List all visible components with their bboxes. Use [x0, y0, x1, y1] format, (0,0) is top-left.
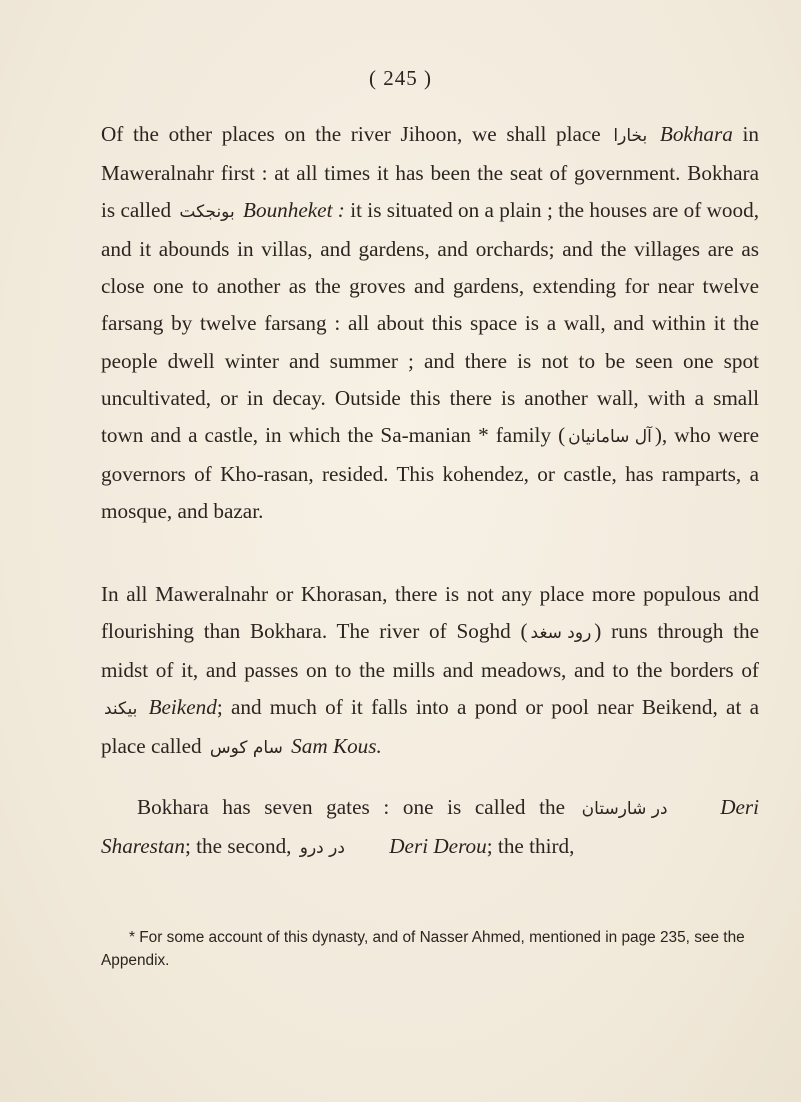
paragraph-bokhara-gates — [101, 789, 759, 867]
place-name-deri-sharestan: Deri Sharestan — [101, 795, 760, 859]
text-run: ) runs through the midst of it, and passes on to the mills and meadows, and to the borders of — [101, 619, 760, 683]
place-name-beikend: Beikend — [148, 695, 217, 720]
persian-script-beikend: بیکند — [104, 699, 138, 720]
text-run: ; the third, — [486, 834, 575, 859]
persian-script-samanian: آل سامانیان — [568, 426, 652, 447]
persian-script-bokhara: بخارا — [613, 126, 648, 146]
paragraph-bokhara-description — [101, 116, 759, 530]
text-run: ; and much of it falls into a pond or pool near Beikend, at a place called — [101, 695, 759, 759]
text-run: it is situated on a plain ; the houses are of wood, and it abounds in villas, and gardens, and orchards; and the villages are as close one to another as the groves and gardens, extending for near twelve farsang by twelve farsang : all about this space is a wall, and within it the people dwell winter and summer ; and there is not to be seen one spot uncultivated, or in decay. Outside this there is another wall, with a small town and a castle, in which the Sa-manian * family ( — [101, 198, 759, 447]
persian-script-bounheket: بونجکت — [179, 202, 235, 223]
place-name-sam-kous: Sam Kous. — [291, 734, 382, 759]
text-run: Of the other places on the river Jihoon, we shall place — [101, 122, 601, 146]
paragraph-bokhara-population — [101, 576, 759, 767]
text-run: ; the second, — [184, 834, 292, 859]
persian-script-sam-kous: سام کوس — [209, 738, 283, 759]
place-name-bokhara: Bokhara — [659, 122, 733, 146]
persian-script-derou: در درو — [299, 838, 345, 859]
persian-script-soghd: رود سغد — [530, 623, 592, 644]
text-run: ), who were governors of Kho-rasan, resided. This kohendez, or castle, has ramparts, a mosque, and bazar. — [101, 422, 759, 523]
text-run: in Maweralnahr first : at all times it has been the seat of government. Bokhara is called — [101, 122, 760, 223]
text-run: Bokhara has seven gates : one is called the — [137, 795, 566, 819]
footnote: * For some account of this dynasty, and of Nasser Ahmed, mentioned in page 235, see the Appendix. — [101, 929, 745, 969]
page-number: ( 245 ) — [369, 66, 432, 90]
place-name-deri-derou: Deri Derou — [389, 834, 487, 859]
persian-script-sharestan: در شارستان — [581, 799, 668, 819]
text-run: In all Maweralnahr or Khorasan, there is not any place more populous and flourishing than Bokhara. The river of Soghd ( — [101, 582, 759, 644]
place-name-bounheket: Bounheket : — [243, 198, 345, 223]
